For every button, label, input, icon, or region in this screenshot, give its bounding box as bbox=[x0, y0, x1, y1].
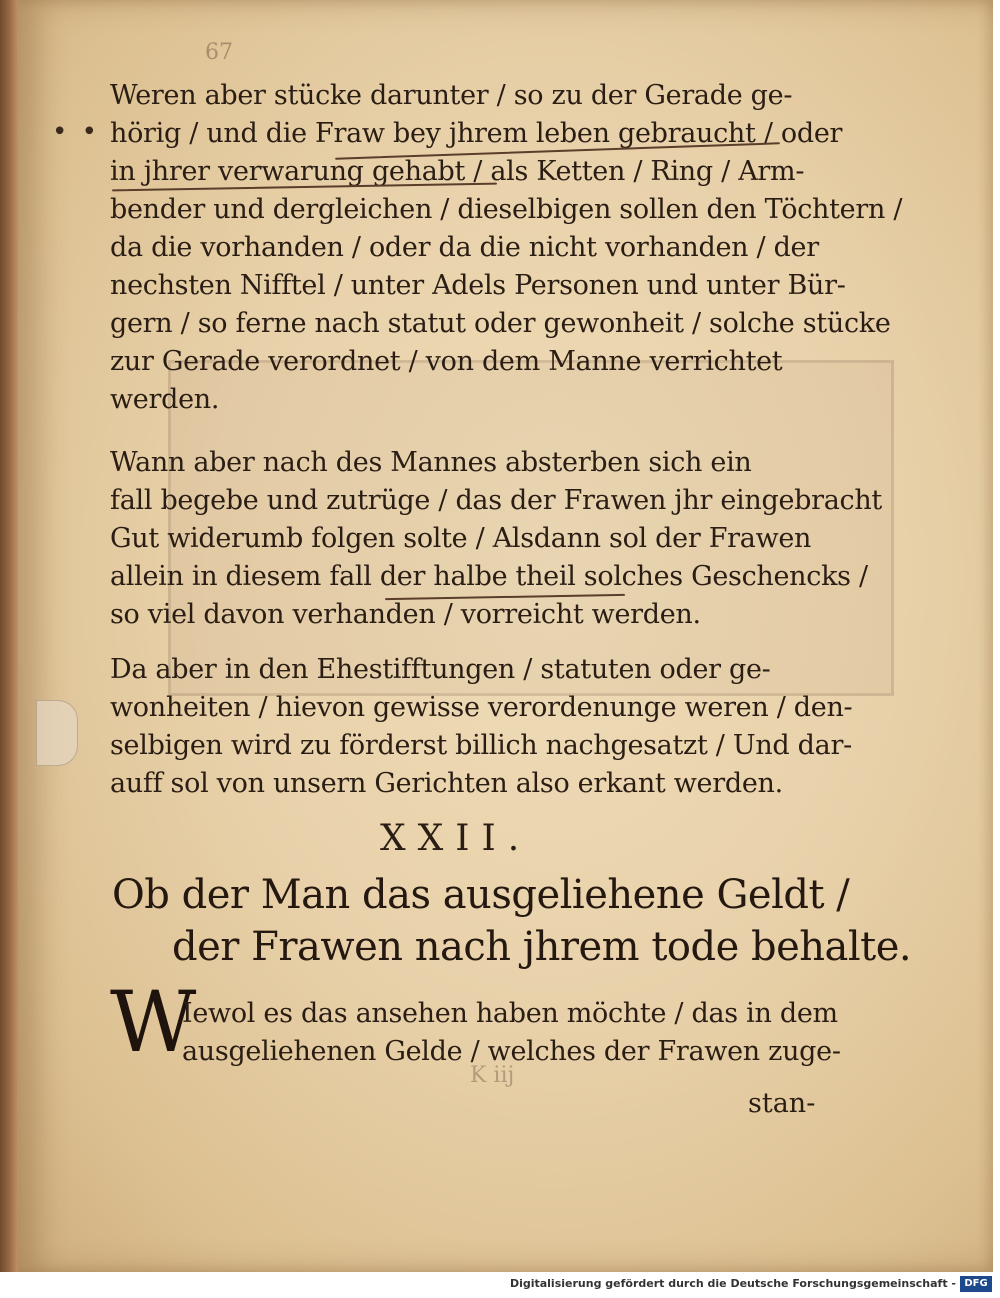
decorated-initial: W bbox=[110, 973, 197, 1071]
signature-mark: K iij bbox=[470, 1063, 515, 1088]
chapter-title-line-1: Ob der Man das ausgeliehene Geldt / bbox=[112, 872, 850, 918]
text-line: gern / so ferne nach statut oder gewonheit / solche stücke bbox=[110, 308, 891, 339]
catchword: stan- bbox=[748, 1088, 816, 1119]
text-line: Da aber in den Ehestifftungen / statuten oder ge- bbox=[110, 654, 771, 685]
text-line: in jhrer verwarung gehabt / als Ketten / Ring / Arm- bbox=[110, 156, 805, 187]
text-line: nechsten Nifftel / unter Adels Personen und unter Bür- bbox=[110, 270, 846, 301]
margin-mark: • • bbox=[52, 117, 100, 147]
text-line: selbigen wird zu förderst billich nachgesatzt / Und dar- bbox=[110, 730, 852, 761]
text-line: da die vorhanden / oder da die nicht vorhanden / der bbox=[110, 232, 819, 263]
text-line: fall begebe und zutrüge / das der Frawen jhr eingebracht bbox=[110, 485, 882, 516]
text-line: ausgeliehenen Gelde / welches der Frawen zuge- bbox=[182, 1036, 841, 1067]
text-line: zur Gerade verordnet / von dem Manne verrichtet bbox=[110, 346, 783, 377]
text-line: auff sol von unsern Gerichten also erkant werden. bbox=[110, 768, 783, 799]
faint-page-number: 67 bbox=[205, 40, 233, 65]
text-line: so viel davon verhanden / vorreicht werden. bbox=[110, 599, 701, 630]
page-clip bbox=[36, 700, 78, 766]
text-line: Gut widerumb folgen solte / Alsdann sol der Frawen bbox=[110, 523, 812, 554]
text-line: Weren aber stücke darunter / so zu der Gerade ge- bbox=[110, 80, 793, 111]
text-line: Wann aber nach des Mannes absterben sich ein bbox=[110, 447, 752, 478]
text-line: werden. bbox=[110, 384, 220, 415]
chapter-title-line-2: der Frawen nach jhrem tode behalte. bbox=[172, 924, 912, 970]
text-line: bender und dergleichen / dieselbigen sollen den Töchtern / bbox=[110, 194, 903, 225]
funding-credit: Digitalisierung gefördert durch die Deutsche Forschungsgemeinschaft - bbox=[509, 1277, 956, 1290]
dfg-logo: DFG bbox=[960, 1276, 992, 1292]
text-line: wonheiten / hievon gewisse verordenunge weren / den- bbox=[110, 692, 853, 723]
digitization-footer bbox=[0, 1272, 1000, 1298]
text-line: allein in diesem fall der halbe theil solches Geschencks / bbox=[110, 561, 868, 592]
chapter-number: XXII. bbox=[380, 818, 532, 859]
text-line: hörig / und die Fraw bey jhrem leben gebraucht / oder bbox=[110, 118, 843, 149]
text-line: Iewol es das ansehen haben möchte / das in dem bbox=[182, 998, 838, 1029]
